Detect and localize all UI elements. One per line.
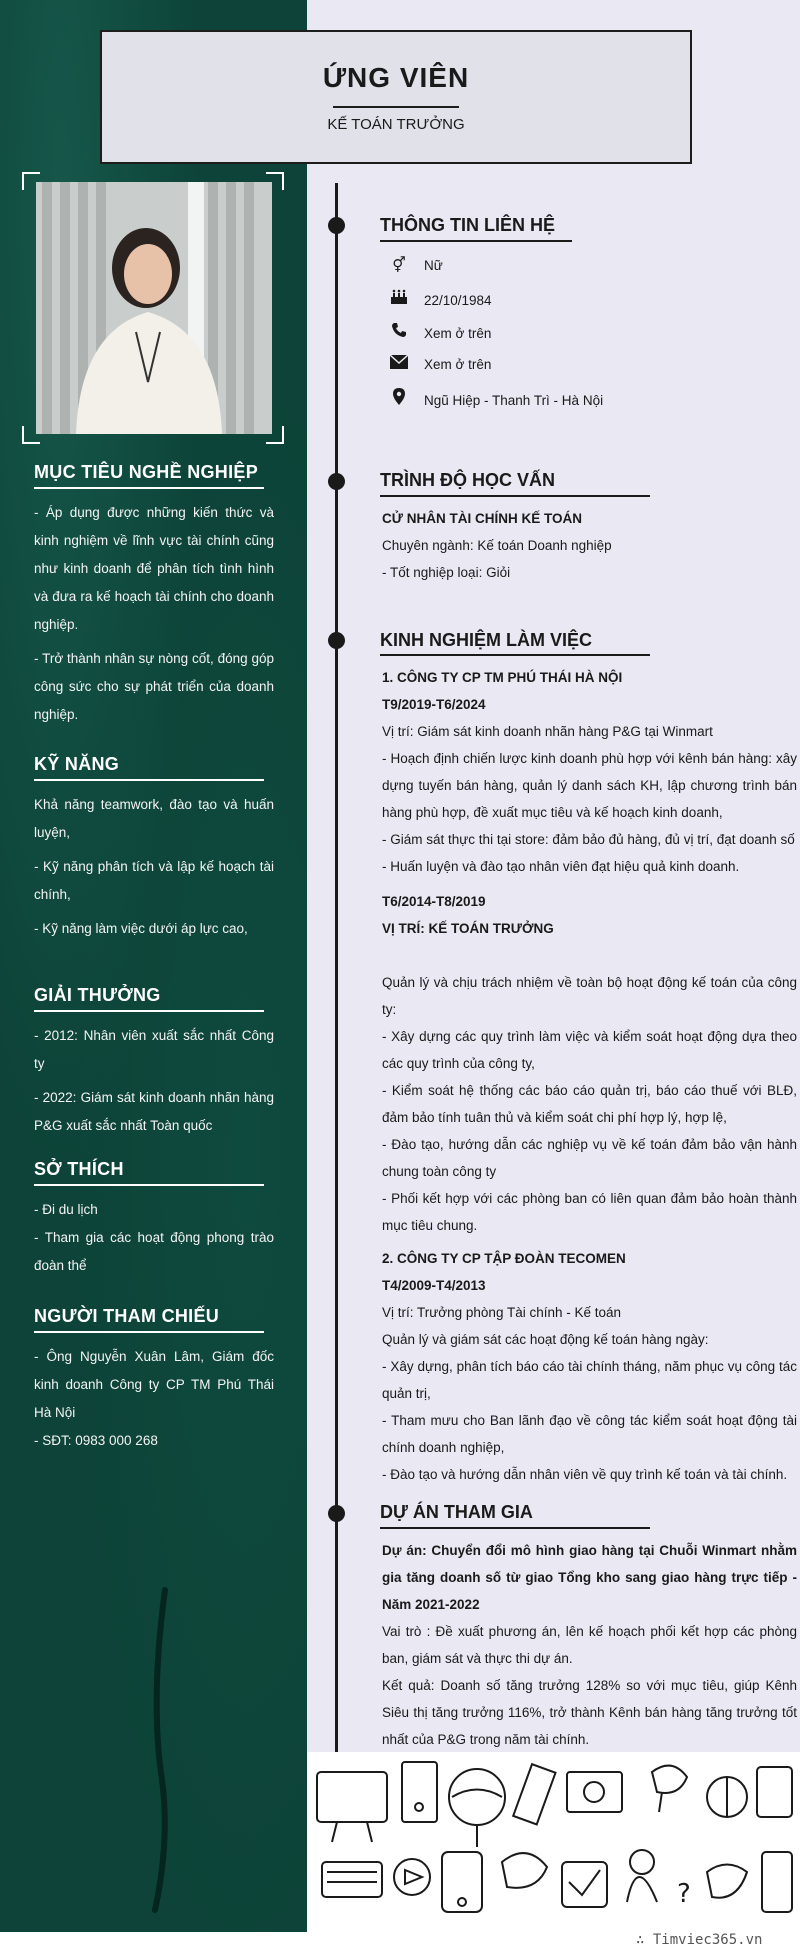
major: Chuyên ngành: Kế toán Doanh nghiệp bbox=[382, 538, 612, 553]
job-line: - Đào tạo và hướng dẫn nhân viên về quy trình kế toán và tài chính. bbox=[382, 1467, 788, 1482]
job-line: - Huấn luyện và đào tạo nhân viên đạt hiệu quả kinh doanh. bbox=[382, 859, 740, 874]
section-underline bbox=[380, 654, 650, 656]
grade: - Tốt nghiệp loại: Giỏi bbox=[382, 565, 511, 580]
career-objective-item: - Trở thành nhân sự nòng cốt, đóng góp công sức cho sự phát triển của doanh nghiệp. bbox=[34, 651, 274, 722]
reference-item: - Ông Nguyễn Xuân Lâm, Giám đốc kinh doanh Công ty CP TM Phú Thái Hà Nội bbox=[34, 1349, 274, 1420]
award-item: - 2022: Giám sát kinh doanh nhãn hàng P&G xuất sắc nhất Toàn quốc bbox=[34, 1090, 274, 1133]
name-divider bbox=[333, 106, 459, 108]
timeline-dot bbox=[328, 473, 345, 490]
section-divider bbox=[34, 487, 264, 489]
job-company: 2. CÔNG TY CP TẬP ĐOÀN TECOMEN bbox=[382, 1251, 626, 1266]
award-item: - 2012: Nhân viên xuất sắc nhất Công ty bbox=[34, 1028, 274, 1071]
project-role: Vai trò : Đề xuất phương án, lên kế hoạch phối kết hợp các phòng ban, giám sát và thực thi dự án. bbox=[382, 1624, 797, 1666]
candidate-photo bbox=[36, 182, 272, 434]
projects-block bbox=[382, 1537, 797, 1753]
degree: CỬ NHÂN TÀI CHÍNH KẾ TOÁN bbox=[382, 511, 582, 526]
hobbies-section bbox=[34, 1159, 274, 1280]
address-value: Ngũ Hiệp - Thanh Trì - Hà Nội bbox=[424, 393, 604, 408]
career-objective-item: - Áp dụng được những kiến thức và kinh nghiệm về lĩnh vực tài chính cũng như kinh doanh để phân tích tình hình và đưa ra kế hoạch tài chính cho doanh nghiệp. bbox=[34, 505, 274, 632]
timeline-dot bbox=[328, 632, 345, 649]
reference-item: - SĐT: 0983 000 268 bbox=[34, 1433, 158, 1448]
skills-section bbox=[34, 754, 274, 943]
section-divider bbox=[34, 1010, 264, 1012]
contact-birthday bbox=[388, 289, 492, 309]
job-line: - Xây dựng các quy trình làm việc và kiểm soát hoạt động dựa theo các quy trình của công ty, bbox=[382, 1029, 797, 1071]
svg-text:?: ? bbox=[677, 1879, 691, 1909]
section-underline bbox=[380, 240, 572, 242]
skill-item: - Kỹ năng phân tích và lập kế hoạch tài chính, bbox=[34, 859, 274, 902]
map-pin-icon bbox=[388, 388, 410, 409]
timeline-dot bbox=[328, 217, 345, 234]
contact-title: THÔNG TIN LIÊN HỆ bbox=[380, 215, 555, 235]
section-underline bbox=[380, 1527, 650, 1529]
cake-icon bbox=[388, 289, 410, 309]
skill-item: Khả năng teamwork, đào tạo và huấn luyện, bbox=[34, 797, 274, 840]
career-objective-title: MỤC TIÊU NGHỀ NGHIỆP bbox=[34, 462, 259, 482]
career-objective-section bbox=[34, 462, 274, 729]
section-divider bbox=[34, 1331, 264, 1333]
references-title: NGƯỜI THAM CHIẾU bbox=[34, 1306, 220, 1326]
project-result: Kết quả: Doanh số tăng trưởng 128% so với mục tiêu, giúp Kênh Siêu thị tăng trưởng 116%, trở thành Kênh bán hàng tăng trưởng tốt nhất của P&G trong năm tài chính. bbox=[382, 1678, 797, 1747]
contact-email bbox=[388, 355, 491, 373]
awards-section bbox=[34, 985, 274, 1140]
job-line: Vị trí: Trưởng phòng Tài chính - Kế toán bbox=[382, 1305, 622, 1320]
job-line: Vị trí: Giám sát kinh doanh nhãn hàng P&G tại Winmart bbox=[382, 724, 713, 739]
skill-item: - Kỹ năng làm việc dưới áp lực cao, bbox=[34, 921, 248, 936]
education-title: TRÌNH ĐỘ HỌC VẤN bbox=[380, 470, 555, 490]
job-line: - Giám sát thực thi tại store: đảm bảo đủ hàng, đủ vị trí, đạt doanh số bbox=[382, 832, 795, 847]
doodle-illustration bbox=[307, 1752, 800, 1932]
email-value: Xem ở trên bbox=[424, 357, 492, 372]
project-name: Dự án: Chuyển đổi mô hình giao hàng tại Chuỗi Winmart nhằm gia tăng doanh số từ giao Tổng kho sang giao hàng trực tiếp - Năm 2021-2022 bbox=[382, 1543, 797, 1612]
timeline-dot bbox=[328, 1505, 345, 1522]
timeline-line bbox=[335, 183, 338, 1846]
envelope-icon bbox=[388, 355, 410, 373]
contact-phone bbox=[388, 322, 491, 342]
job-line: - Kiểm soát hệ thống các báo cáo quản trị, báo cáo thuế với BLĐ, đảm bảo tính tuân thủ và kiểm soát chi phí hợp lý, hợp lệ, bbox=[382, 1083, 797, 1125]
job-line: - Phối kết hợp với các phòng ban có liên quan đảm bảo hoàn thành mục tiêu chung. bbox=[382, 1191, 797, 1233]
phone-icon bbox=[388, 322, 410, 342]
birthday-value: 22/10/1984 bbox=[424, 293, 492, 308]
hobbies-title: SỞ THÍCH bbox=[34, 1159, 124, 1179]
job-period: T9/2019-T6/2024 bbox=[382, 697, 486, 712]
phone-value: Xem ở trên bbox=[424, 326, 492, 341]
contact-gender bbox=[388, 256, 443, 274]
projects-title: DỰ ÁN THAM GIA bbox=[380, 1502, 533, 1522]
gender-icon: ⚥ bbox=[392, 257, 406, 274]
awards-title: GIẢI THƯỞNG bbox=[34, 985, 161, 1005]
job-company: 1. CÔNG TY CP TM PHÚ THÁI HÀ NỘI bbox=[382, 670, 623, 685]
job-position: VỊ TRÍ: KẾ TOÁN TRƯỞNG bbox=[382, 921, 554, 936]
name-card bbox=[100, 30, 692, 164]
job-line: - Tham mưu cho Ban lãnh đạo về công tác kiểm soát hoạt động tài chính doanh nghiệp, bbox=[382, 1413, 797, 1455]
job-line: Quản lý và giám sát các hoạt động kế toán hàng ngày: bbox=[382, 1332, 709, 1347]
job-period: T4/2009-T4/2013 bbox=[382, 1278, 486, 1293]
job-line: - Hoạch định chiến lược kinh doanh phù hợp với kênh bán hàng: xây dựng tuyến bán hàng, quản lý danh sách KH, lập chương trình bán hàng phù hợp, đề xuất mục tiêu và kế hoạch kinh doanh, bbox=[382, 751, 797, 820]
references-section bbox=[34, 1306, 274, 1455]
job-period: T6/2014-T8/2019 bbox=[382, 894, 486, 909]
job-line: - Xây dựng, phân tích báo cáo tài chính tháng, năm phục vụ công tác quản trị, bbox=[382, 1359, 797, 1401]
section-underline bbox=[380, 495, 650, 497]
watermark: ∴ Timviec365.vn bbox=[636, 1932, 763, 1948]
candidate-role: KẾ TOÁN TRƯỞNG bbox=[327, 116, 465, 133]
contact-address bbox=[388, 388, 603, 409]
brush-stroke-decoration bbox=[130, 1580, 190, 1920]
education-block bbox=[382, 505, 797, 586]
skills-title: KỸ NĂNG bbox=[34, 754, 120, 774]
section-divider bbox=[34, 1184, 264, 1186]
gender-value: Nữ bbox=[424, 258, 443, 273]
job-line: - Đào tạo, hướng dẫn các nghiệp vụ về kế toán đảm bảo vận hành chung toàn công ty bbox=[382, 1137, 797, 1179]
job-line: Quản lý và chịu trách nhiệm về toàn bộ hoạt động kế toán của công ty: bbox=[382, 975, 797, 1017]
hobby-item: - Đi du lịch bbox=[34, 1202, 98, 1217]
experience-title: KINH NGHIỆM LÀM VIỆC bbox=[380, 630, 593, 650]
section-divider bbox=[34, 779, 264, 781]
hobby-item: - Tham gia các hoạt động phong trào đoàn thể bbox=[34, 1230, 274, 1273]
experience-block bbox=[382, 664, 797, 1488]
candidate-name: ỨNG VIÊN bbox=[322, 62, 470, 93]
